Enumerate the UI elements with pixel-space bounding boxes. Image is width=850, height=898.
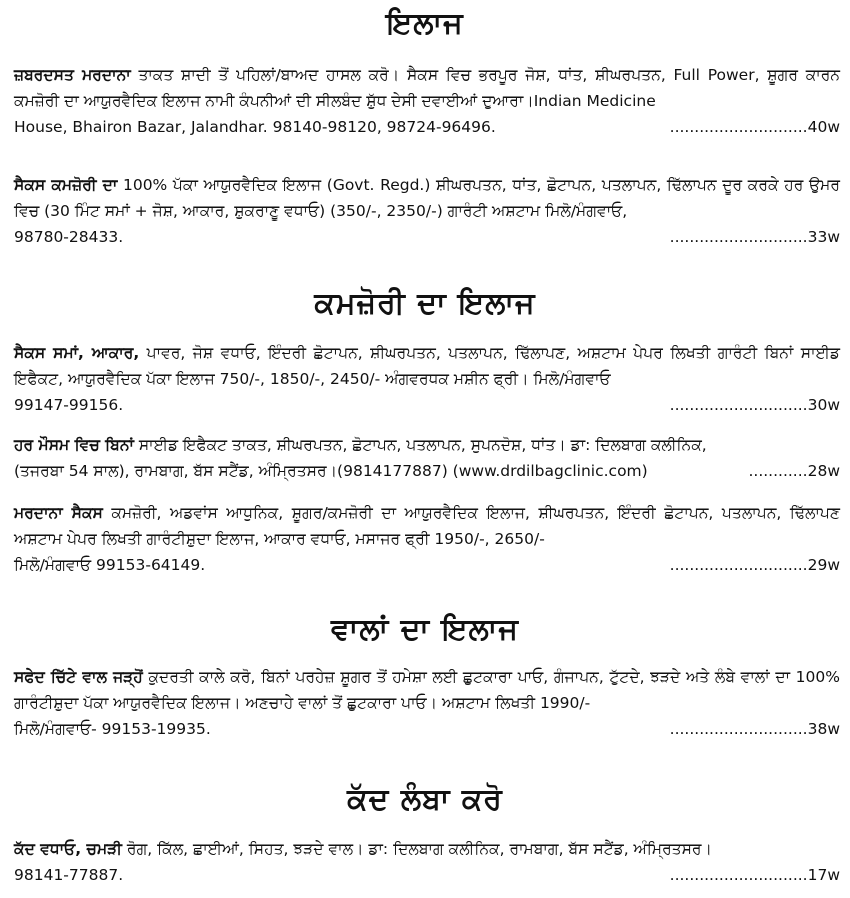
ad-body: 100% ਪੱਕਾ ਆਯੁਰਵੈਦਿਕ ਇਲਾਜ (Govt. Regd.) ਸ਼ੀਘਰਪਤਨ, ਧਾਂਤ, ਛੋਟਾਪਨ, ਪਤਲਾਪਨ, ਢਿੱਲਾਪਨ ਦੂਰ ਕਰਕੇ ਹਰ ਉਮਰ ਵਿਚ (30 ਮਿੰਟ ਸਮਾਂ + ਜੋਸ਼, ਆਕਾਰ, ਸ਼ੁਕਰਾਣੂ ਵਧਾਓ) (350/-, 2350/-) ਗਾਰੰਟੀ ਅਸ਼ਟਾਮ ਮਿਲੋ/ਮੰਗਵਾਓ, xyxy=(14,176,840,220)
ad-code: ............................33w xyxy=(669,228,840,246)
ad-code: ............................17w xyxy=(669,866,840,884)
ad-body: ਪਾਵਰ, ਜੋਸ਼ ਵਧਾਓ, ਇੰਦਰੀ ਛੋਟਾਪਨ, ਸ਼ੀਘਰਪਤਨ, ਪਤਲਾਪਨ, ਢਿੱਲਾਪਣ, ਅਸ਼ਟਾਮ ਪੇਪਰ ਲਿਖਤੀ ਗਾਰੰਟੀ ਬਿਨਾਂ ਸਾਈਡ ਇਫੈਕਟ, ਆਯੁਰਵੈਦਿਕ ਪੱਕਾ ਇਲਾਜ 750/-, 1850/-, 2450/- ਅੰਗਵਰਧਕ ਮਸ਼ੀਨ ਫ੍ਰੀ। ਮਿਲੋ/ਮੰਗਵਾਓ xyxy=(14,344,840,388)
ad-code: ............................40w xyxy=(669,118,840,136)
ad-body: ਤਾਕਤ ਸ਼ਾਦੀ ਤੋਂ ਪਹਿਲਾਂ/ਬਾਅਦ ਹਾਸਲ ਕਰੋ। ਸੈਕਸ ਵਿਚ ਭਰਪੂਰ ਜੋਸ਼, ਧਾਂਤ, ਸ਼ੀਘਰਪਤਨ, Full Power, ਸ਼ੂਗਰ ਕਾਰਨ ਕਮਜ਼ੋਰੀ ਦਾ ਆਯੁਰਵੈਦਿਕ ਇਲਾਜ ਨਾਮੀ ਕੰਪਨੀਆਂ ਦੀ ਸੀਲਬੰਦ ਸ਼ੁੱਧ ਦੇਸੀ ਦਵਾਈਆਂ ਦੁਆਰਾ।Indian Medicine xyxy=(14,66,840,110)
ad-lead: ਸਫੇਦ ਚਿੱਟੇ ਵਾਲ ਜੜ੍ਹੋਂ xyxy=(14,668,143,686)
classified-ad xyxy=(14,172,840,250)
section-heading-treatment: ਇਲਾਜ xyxy=(386,6,464,41)
classified-ad xyxy=(14,62,840,140)
ad-code: ............................29w xyxy=(669,556,840,574)
ad-body: ਸਾਈਡ ਇਫੈਕਟ ਤਾਕਤ, ਸ਼ੀਘਰਪਤਨ, ਛੋਟਾਪਨ, ਪਤਲਾਪਨ, ਸੁਪਨਦੋਸ਼, ਧਾਂਤ। ਡਾ: ਦਿਲਬਾਗ ਕਲੀਨਿਕ, xyxy=(133,436,707,454)
ad-contact: ਮਿਲੋ/ਮੰਗਵਾਓ- 99153-19935. xyxy=(14,720,211,738)
ad-lead: ਸੈਕਸ ਕਮਜ਼ੋਰੀ ਦਾ xyxy=(14,176,118,194)
ad-lead: ਮਰਦਾਨਾ ਸੈਕਸ xyxy=(14,504,103,522)
classified-ad xyxy=(14,432,840,484)
ad-contact: 99147-99156. xyxy=(14,396,124,414)
section-heading-hair: ਵਾਲਾਂ ਦਾ ਇਲਾਜ xyxy=(331,612,519,647)
classified-ad xyxy=(14,836,840,888)
section-heading-height: ਕੱਦ ਲੰਬਾ ਕਰੋ xyxy=(347,782,503,817)
ad-body: ਰੋਗ, ਕਿੱਲ, ਛਾਈਆਂ, ਸਿਹਤ, ਝੜਦੇ ਵਾਲ। ਡਾ: ਦਿਲਬਾਗ ਕਲੀਨਿਕ, ਰਾਮਬਾਗ, ਬੱਸ ਸਟੈਂਡ, ਅੰਮ੍ਰਿਤਸਰ। xyxy=(121,840,712,858)
ad-code: ............................30w xyxy=(669,396,840,414)
ad-body: ਕਮਜ਼ੋਰੀ, ਅਡਵਾਂਸ ਆਧੁਨਿਕ, ਸ਼ੂਗਰ/ਕਮਜ਼ੋਰੀ ਦਾ ਆਯੁਰਵੈਦਿਕ ਇਲਾਜ, ਸ਼ੀਘਰਪਤਨ, ਇੰਦਰੀ ਛੋਟਾਪਨ, ਪਤਲਾਪਨ, ਢਿੱਲਾਪਣ ਅਸ਼ਟਾਮ ਪੇਪਰ ਲਿਖਤੀ ਗਾਰੰਟੀਸ਼ੁਦਾ ਇਲਾਜ, ਆਕਾਰ ਵਧਾਓ, ਮਸਾਜਰ ਫ੍ਰੀ 1950/-, 2650/- xyxy=(14,504,840,548)
classified-ad xyxy=(14,500,840,578)
section-heading-weakness: ਕਮਜ਼ੋਰੀ ਦਾ ਇਲਾਜ xyxy=(314,286,536,321)
ad-code: ............................38w xyxy=(669,720,840,738)
classified-ad xyxy=(14,340,840,418)
ad-contact: ਮਿਲੋ/ਮੰਗਵਾਓ 99153-64149. xyxy=(14,556,206,574)
ad-code: ............28w xyxy=(748,462,840,480)
ad-lead: ਕੱਦ ਵਧਾਓ, ਚਮੜੀ xyxy=(14,840,122,858)
ad-contact: 98141-77887. xyxy=(14,866,124,884)
ad-contact: 98780-28433. xyxy=(14,228,124,246)
ad-body: ਕੁਦਰਤੀ ਕਾਲੇ ਕਰੋ, ਬਿਨਾਂ ਪਰਹੇਜ਼ ਸ਼ੂਗਰ ਤੋਂ ਹਮੇਸ਼ਾ ਲਈ ਛੁਟਕਾਰਾ ਪਾਓ, ਗੰਜਾਪਨ, ਟੁੱਟਦੇ, ਝੜਦੇ ਅਤੇ ਲੰਬੇ ਵਾਲਾਂ ਦਾ 100% ਗਾਰੰਟੀਸ਼ੁਦਾ ਪੱਕਾ ਆਯੁਰਵੈਦਿਕ ਇਲਾਜ। ਅਣਚਾਹੇ ਵਾਲਾਂ ਤੋਂ ਛੁਟਕਾਰਾ ਪਾਓ। ਅਸ਼ਟਾਮ ਲਿਖਤੀ 1990/- xyxy=(14,668,840,712)
ad-contact: (ਤਜਰਬਾ 54 ਸਾਲ), ਰਾਮਬਾਗ, ਬੱਸ ਸਟੈਂਡ, ਅੰਮ੍ਰਿਤਸਰ।(9814177887) (www.drdilbagclinic.com) xyxy=(14,462,648,480)
ad-contact: House, Bhairon Bazar, Jalandhar. 98140-98120, 98724-96496. xyxy=(14,118,496,136)
ad-lead: ਜ਼ਬਰਦਸਤ ਮਰਦਾਨਾ xyxy=(14,66,131,84)
ad-lead: ਹਰ ਮੌਸਮ ਵਿਚ ਬਿਨਾਂ xyxy=(14,436,134,454)
ad-lead: ਸੈਕਸ ਸਮਾਂ, ਆਕਾਰ, xyxy=(14,344,140,362)
classified-ad xyxy=(14,664,840,742)
